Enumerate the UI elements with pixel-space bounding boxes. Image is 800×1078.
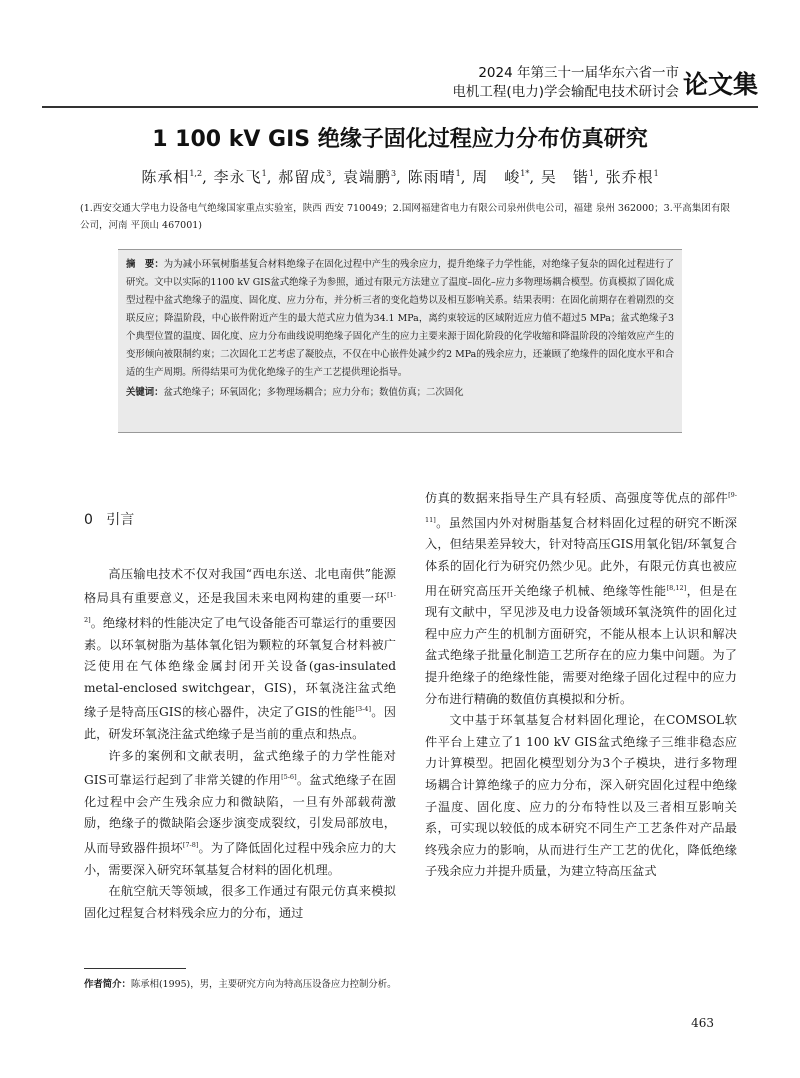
paragraph-text: 。绝缘材料的性能决定了电气设备能否可靠运行的重要因素。以环氧树脂为基体氧化铝为颗粒的环氧复合材料被广泛使用在气体绝缘金属封闭开关设备(gas-insulated metal-enclosed switchgear，GIS)，环氧浇注盆式绝缘子是特高压GIS的核心器件，决定了GIS的性能 bbox=[84, 615, 396, 720]
author-name: 陈承相 bbox=[141, 168, 190, 186]
paragraph-text: 。为了降低固化过程中残余应力的大小，需要深入研究环氧基复合材料的固化机理。 bbox=[84, 841, 397, 877]
citation-ref: [7-8] bbox=[182, 840, 199, 849]
paragraph-text: 在航空航天等领域，很多工作通过有限元仿真来模拟固化过程复合材料残余应力的分布，通过 bbox=[84, 884, 396, 920]
paragraph-text: 高压输电技术不仅对我国“西电东送、北电南供”能源格局具有重要意义，还是我国未来电网构建的重要一环 bbox=[84, 566, 396, 606]
body-paragraph bbox=[84, 564, 396, 746]
author-name: 郝留成 bbox=[278, 168, 327, 186]
citation-ref: [1-2] bbox=[84, 591, 396, 624]
author-name: 张乔根 bbox=[605, 168, 654, 186]
body-paragraph bbox=[84, 746, 396, 882]
author-affil-mark: 1 bbox=[653, 169, 659, 178]
abstract-box bbox=[118, 249, 682, 433]
paragraph-text: 许多的案例和文献表明，盆式绝缘子的力学性能对GIS可靠运行起到了非常关键的作用 bbox=[84, 748, 396, 788]
paper-title: 1 100 kV GIS 绝缘子固化过程应力分布仿真研究 bbox=[152, 127, 648, 152]
author-list: 陈承相$^{1,2}$, 李永飞$^1$, 郝留成$^3$, 袁端鹏$^3$, 陈雨晴$^1$, 周 峻$^{1*}$, 吴 锴$^1$, 张乔根$^1$ bbox=[141, 168, 659, 186]
author-affil-mark: 1 bbox=[261, 169, 267, 178]
author-name: 吴 锴 bbox=[540, 168, 589, 186]
paragraph-text: 。因此，研发环氧浇注盆式绝缘子是当前的重点和热点。 bbox=[84, 705, 396, 741]
keywords-line bbox=[126, 384, 674, 402]
citation-ref: [5-6] bbox=[281, 773, 297, 782]
conference-line-2: 电机工程(电力)学会输配电技术研讨会 bbox=[452, 84, 679, 100]
conference-header bbox=[452, 64, 758, 102]
paragraph-text: 文中基于环氧基复合材料固化理论，在COMSOL软件平台上建立了1 100 kV GIS盆式绝缘子三维非稳态应力计算模型。把固化模型划分为3个子模块，进行多物理场耦合计算绝缘子的应力分布，深入研究固化过程中绝缘子温度、固化度、应力的分布特性以及三者相互影响关系，可实现以较低的成本研究不同生产工艺条件对产品最终残余应力的影响，从而进行生产工艺的优化，降低绝缘子残余应力并提升质量，为建立特高压盆式 bbox=[425, 713, 737, 879]
citation-ref: [3-4] bbox=[355, 705, 371, 714]
citation-ref: [8,12] bbox=[666, 583, 687, 592]
keywords-text: 盆式绝缘子；环氧固化；多物理场耦合；应力分布；数值仿真；二次固化 bbox=[163, 387, 464, 398]
paragraph-text: 仿真的数据来指导生产具有轻质、高强度等优点的部件 bbox=[425, 491, 729, 506]
section-title: 引言 bbox=[106, 512, 135, 528]
section-heading bbox=[84, 510, 396, 532]
affiliations: (1.西安交通大学电力设备电气绝缘国家重点实验室，陕西 西安 710049；2.国网福建省电力有限公司泉州供电公司，福建 泉州 362000；3.平高集团有限公司，河南 平顶山 467001) bbox=[80, 203, 730, 231]
author-affil-mark: 1 bbox=[455, 169, 461, 178]
header-divider bbox=[42, 106, 758, 108]
author-affil-mark: 1* bbox=[520, 169, 530, 178]
author-footnote bbox=[84, 976, 396, 990]
author-affil-mark: 1 bbox=[588, 169, 595, 178]
right-column bbox=[425, 485, 737, 883]
body-paragraph bbox=[84, 881, 396, 924]
body-paragraph bbox=[425, 485, 737, 710]
paragraph-text: 。盆式绝缘子在固化过程中会产生残余应力和微缺陷，一旦有外部载荷激励，绝缘子的微缺陷会逐步演变成裂纹，引发局部放电，从而导致器件损坏 bbox=[84, 773, 396, 856]
citation-ref: [9-11] bbox=[425, 491, 737, 524]
conference-line-1: 2024 年第三十一届华东六省一市 bbox=[478, 65, 679, 81]
body-paragraph bbox=[425, 710, 737, 883]
footnote-divider bbox=[84, 968, 186, 969]
author-affil-mark: 1,2 bbox=[189, 169, 203, 178]
page-number: 463 bbox=[691, 1016, 714, 1030]
author-affil-mark: 3 bbox=[326, 169, 332, 178]
section-number: 0 bbox=[84, 512, 93, 528]
proceedings-label: 论文集 bbox=[682, 70, 758, 99]
author-name: 李永飞 bbox=[213, 168, 262, 186]
abstract-label: 摘 要： bbox=[126, 259, 164, 270]
conference-name bbox=[452, 64, 679, 102]
left-column bbox=[84, 485, 396, 924]
keywords-label: 关键词： bbox=[126, 387, 164, 398]
paragraph-text: ，但是在现有文献中，罕见涉及电力设备领域环氧浇筑件的固化过程中应力产生的机制方面研究，不能从根本上认识和解决盆式绝缘子批量化制造工艺所存在的应力集中问题。为了提升绝缘子的绝缘性能，需要对绝缘子固化过程中的应力分布进行精确的数值仿真模拟和分析。 bbox=[425, 583, 738, 706]
author-affil-mark: 3 bbox=[390, 169, 397, 178]
abstract-paragraph bbox=[126, 256, 674, 382]
author-name: 周 峻 bbox=[472, 168, 521, 186]
footnote-text: 陈承相(1995)，男，主要研究方向为特高压设备应力控制分析。 bbox=[130, 979, 397, 990]
paragraph-text: 。虽然国内外对树脂基复合材料固化过程的研究不断深入，但结果差异较大，针对特高压GIS用氧化铝/环氧复合体系的固化行为研究仍然少见。此外，有限元仿真也被应用在研究高压开关绝缘子机械、绝缘等性能 bbox=[425, 515, 737, 598]
footnote-label: 作者简介： bbox=[84, 979, 131, 990]
abstract-text: 为为减小环氧树脂基复合材料绝缘子在固化过程中产生的残余应力，提升绝缘子力学性能，对绝缘子复杂的固化过程进行了研究。文中以实际的1100 kV GIS盆式绝缘子为参照，通过有限元方法建立了温度–固化–应力多物理场耦合模型。仿真模拟了固化成型过程中盆式绝缘子的温度、固化度、应力分布，并分析三者的变化趋势以及相互影响关系。结果表明：在固化前期存在着剧烈的交联反应；降温阶段，中心嵌件附近产生的最大范式应力值为34.1 MPa，离约束较远的区域附近应力值不超过5 MPa；盆式绝缘子3个典型位置的温度、固化度、应力分布曲线说明绝缘子固化产生的应力主要来源于固化阶段的化学收缩和降温阶段的冷缩效应产生的变形倾向被限制约束；二次固化工艺考虑了凝胶点，不仅在中心嵌件处减少约2 MPa的残余应力，还兼顾了绝缘件的固化度水平和合适的生产周期。所得结果可为优化绝缘子的生产工艺提供理论指导。 bbox=[126, 259, 674, 378]
author-name: 陈雨晴 bbox=[407, 168, 456, 186]
author-name: 袁端鹏 bbox=[342, 168, 391, 186]
